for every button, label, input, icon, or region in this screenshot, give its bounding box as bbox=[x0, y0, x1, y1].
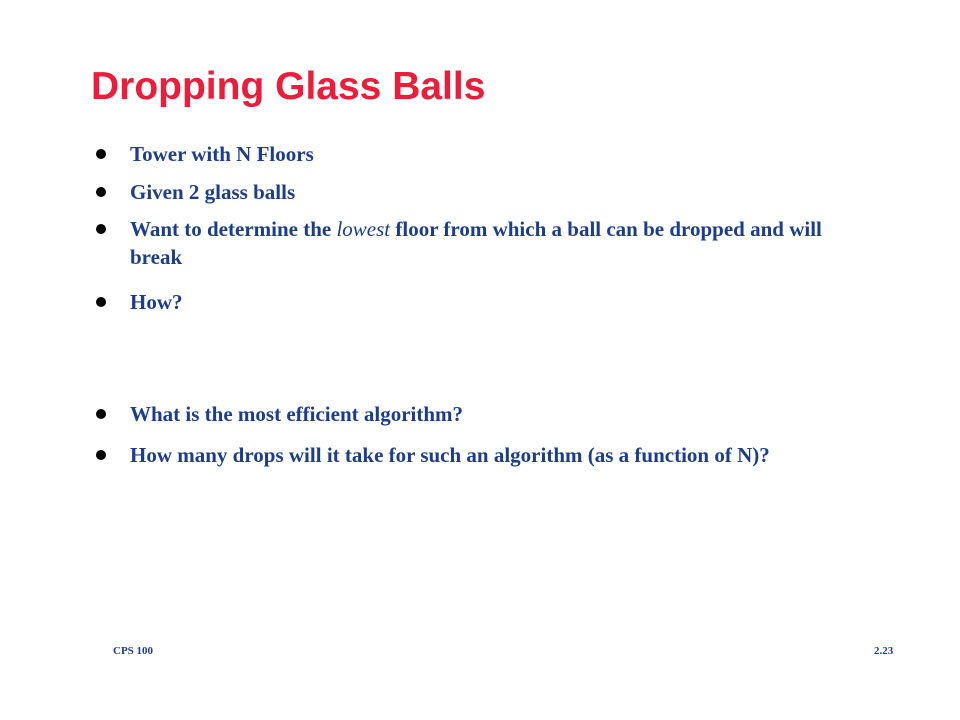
footer-course: CPS 100 bbox=[113, 645, 154, 657]
bullet-text: How many drops will it take for such an algorithm (as a function of N)? bbox=[130, 443, 770, 467]
bullet-item bbox=[96, 288, 876, 316]
bullet-dot-icon bbox=[96, 224, 106, 234]
bullet-text: How? bbox=[130, 290, 183, 314]
bullet-dot-icon bbox=[96, 149, 106, 159]
bullet-text bbox=[130, 215, 876, 271]
bullet-text-part: floor from which a ball can be dropped and will break bbox=[130, 217, 822, 269]
bullet-text: What is the most efficient algorithm? bbox=[130, 402, 464, 426]
bullet-dot-icon bbox=[96, 187, 106, 197]
bullet-dot-icon bbox=[96, 297, 106, 307]
bullet-emphasis: lowest bbox=[336, 217, 391, 241]
bullet-dot-icon bbox=[96, 450, 106, 460]
bullet-text: Tower with N Floors bbox=[130, 142, 314, 166]
bullet-item bbox=[96, 178, 876, 206]
bullet-item bbox=[96, 215, 876, 271]
bullet-item bbox=[96, 400, 876, 428]
bullet-item bbox=[96, 441, 876, 469]
bullet-dot-icon bbox=[96, 409, 106, 419]
slide-title: Dropping Glass Balls bbox=[91, 65, 486, 108]
footer-page-number: 2.23 bbox=[874, 645, 894, 657]
bullet-item bbox=[96, 140, 876, 168]
bullet-text: Given 2 glass balls bbox=[130, 180, 296, 204]
bullet-text-part: Want to determine the bbox=[130, 217, 337, 241]
